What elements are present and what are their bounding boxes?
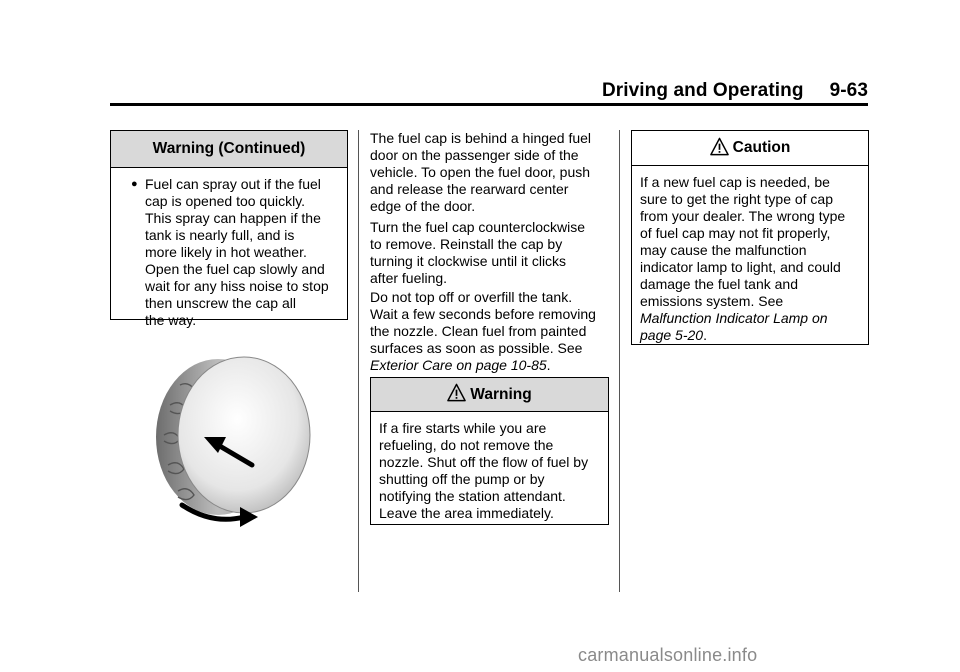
cap-face: [178, 357, 310, 513]
warning-box-body: [371, 412, 608, 522]
text-line: from your dealer. The wrong type: [640, 208, 846, 224]
warning-continued-body: [111, 168, 347, 329]
text-line: then unscrew the cap all: [145, 295, 296, 311]
text-line: indicator lamp to light, and could: [640, 259, 841, 275]
text-line: nozzle. Shut off the flow of fuel by: [379, 454, 589, 470]
text-line: refueling, do not remove the: [379, 437, 554, 453]
text-line: emissions system. See: [640, 293, 784, 309]
caution-box: [631, 130, 869, 345]
paragraph-overfill: [370, 289, 610, 374]
warning-box-header: [371, 378, 608, 412]
text-line: door on the passenger side of the: [370, 147, 579, 163]
text-line: tank is nearly full, and is: [145, 227, 295, 243]
text-line: after fueling.: [370, 270, 448, 286]
text-line: This spray can happen if the: [145, 210, 321, 226]
warning-continued-title: Warning (Continued): [111, 131, 347, 168]
warning-box-title: Warning: [470, 385, 532, 403]
text-line: sure to get the right type of cap: [640, 191, 834, 207]
bullet-text: [145, 176, 329, 329]
text-line: If a new fuel cap is needed, be: [640, 174, 830, 190]
warning-triangle-icon: [447, 383, 466, 402]
page-number: 9-63: [829, 80, 868, 101]
text-line: Fuel can spray out if the fuel: [145, 176, 321, 192]
column-divider-right: [619, 130, 620, 592]
paragraph-fuel-door: [370, 130, 610, 215]
text-line: the nozzle. Clean fuel from painted: [370, 323, 587, 339]
text-line: edge of the door.: [370, 198, 476, 214]
fuel-cap-illustration: [140, 345, 360, 545]
text-line: If a fire starts while you are: [379, 420, 547, 436]
text-line: the way.: [145, 312, 197, 328]
text-line: damage the fuel tank and: [640, 276, 799, 292]
caution-box-header: [632, 131, 868, 166]
text-line: cap is opened too quickly.: [145, 193, 306, 209]
bullet-dot-icon: ●: [131, 178, 138, 190]
bullet-item: [131, 176, 341, 329]
caution-box-body: [632, 166, 868, 344]
text-line: Leave the area immediately.: [379, 505, 554, 521]
malfunction-lamp-link[interactable]: Malfunction Indicator Lamp on: [640, 310, 828, 326]
page-header: [602, 80, 868, 102]
warning-box: [370, 377, 609, 525]
text-line: and release the rearward center: [370, 181, 569, 197]
exterior-care-link[interactable]: Exterior Care on page 10-85: [370, 357, 547, 373]
text-line: Wait a few seconds before removing: [370, 306, 596, 322]
section-title: Driving and Operating: [601, 80, 804, 101]
text-line: more likely in hot weather.: [145, 244, 307, 260]
text-line: Exterior Care on page 10-85.: [370, 357, 551, 373]
text-line: page 5-20.: [640, 327, 707, 343]
caution-box-title: Caution: [732, 139, 791, 156]
paragraph-fuel-cap: [370, 219, 610, 287]
text-line: surfaces as soon as possible. See: [370, 340, 583, 356]
caution-triangle-icon: [710, 137, 729, 156]
malfunction-lamp-page-link[interactable]: page 5-20: [640, 327, 704, 343]
warning-continued-box: [110, 130, 348, 328]
text-line: turning it clockwise until it clicks: [370, 253, 567, 269]
text-line: may cause the malfunction: [640, 242, 807, 258]
text-line: to remove. Reinstall the cap by: [370, 236, 563, 252]
text-line: wait for any hiss noise to stop: [145, 278, 329, 294]
text-line: [640, 310, 860, 327]
text-line: notifying the station attendant.: [379, 488, 566, 504]
text-line: The fuel cap is behind a hinged fuel: [370, 130, 592, 146]
header-rule: [110, 103, 868, 106]
watermark: carmanualsonline.info: [578, 645, 758, 665]
text-line: Do not top off or overfill the tank.: [370, 289, 573, 305]
text-line: Open the fuel cap slowly and: [145, 261, 325, 277]
text-line: vehicle. To open the fuel door, push: [370, 164, 591, 180]
text-line: shutting off the pump or by: [379, 471, 545, 487]
text-line: Turn the fuel cap counterclockwise: [370, 219, 586, 235]
text-line: of fuel cap may not fit properly,: [640, 225, 831, 241]
